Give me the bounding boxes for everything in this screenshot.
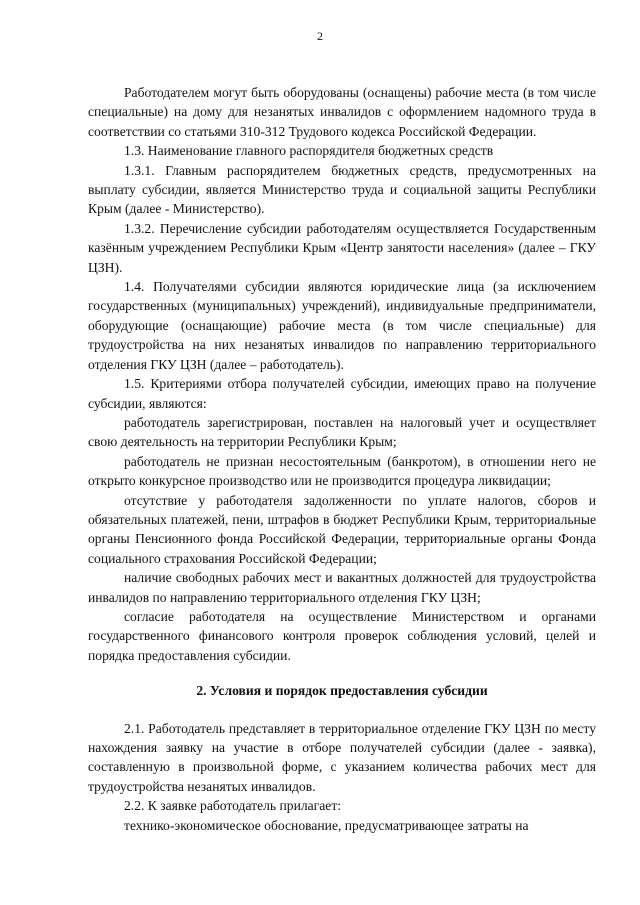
paragraph-2-1: 2.1. Работодатель представляет в территориальное отделение ГКУ ЦЗН по месту нахождения заявку на участие в отборе получателей субсидии (далее - заявка), составленную в произвольной форме, с указанием количества рабочих мест для трудоустройства незанятых инвалидов. [88, 720, 596, 794]
section-heading: 2. Условия и порядок предоставления субсидии [196, 683, 488, 699]
paragraph-2-2: 2.2. К заявке работодатель прилагает: [124, 798, 342, 814]
document-body [88, 83, 596, 835]
criterion-consent: согласие работодателя на осуществление Министерством и органами государственного финансового контроля проверок соблюдения условий, целей и порядка предоставления субсидии. [88, 608, 596, 663]
paragraph-feasibility: технико-экономическое обоснование, предусматривающее затраты на [124, 817, 529, 833]
paragraph-home-workplaces: Работодателем могут быть оборудованы (оснащены) рабочие места (в том числе специальные) на дому для незанятых инвалидов с оформлением надомного труда в соответствии со статьями 310-312 Трудового кодекса Российской Федерации. [88, 85, 596, 139]
paragraph-1-3-1: 1.3.1. Главным распорядителем бюджетных средств, предусмотренных на выплату субсидии, является Министерство труда и социальной защиты Республики Крым (далее - Министерство). [88, 162, 596, 217]
criterion-no-debt: отсутствие у работодателя задолженности по уплате налогов, сборов и обязательных платежей, пени, штрафов в бюджет Республики Крым, территориальные органы Пенсионного фонда Российской Федерации, территориальные органы Фонда социального страхования Российской Федерации; [88, 492, 596, 566]
paragraph-1-3-2: 1.3.2. Перечисление субсидии работодателям осуществляется Государственным казённым учреждением Республики Крым «Центр занятости населения» (далее – ГКУ ЦЗН). [88, 220, 596, 275]
paragraph-1-5: 1.5. Критериями отбора получателей субсидии, имеющих право на получение субсидии, являются: [88, 376, 596, 411]
paragraph-1-4: 1.4. Получателями субсидии являются юридические лица (за исключением государственных (муниципальных) учреждений), индивидуальные предприниматели, оборудующие (оснащающие) рабочие места (в том числе специальные) для трудоустройства на них незанятых инвалидов по направлению территориального отделения ГКУ ЦЗН (далее – работодатель). [88, 279, 596, 372]
criterion-registered: работодатель зарегистрирован, поставлен на налоговый учет и осуществляет свою деятельность на территории Республики Крым; [88, 414, 596, 450]
paragraph-1-3: 1.3. Наименование главного распорядителя бюджетных средств [124, 143, 494, 159]
criterion-vacancies: наличие свободных рабочих мест и вакантных должностей для трудоустройства инвалидов по направлению территориального отделения ГКУ ЦЗН; [88, 570, 596, 605]
page-number: 2 [317, 29, 323, 43]
criterion-not-bankrupt: работодатель не признан несостоятельным (банкротом), в отношении него не открыто конкурсное производство или не производится процедура ликвидации; [88, 453, 596, 489]
